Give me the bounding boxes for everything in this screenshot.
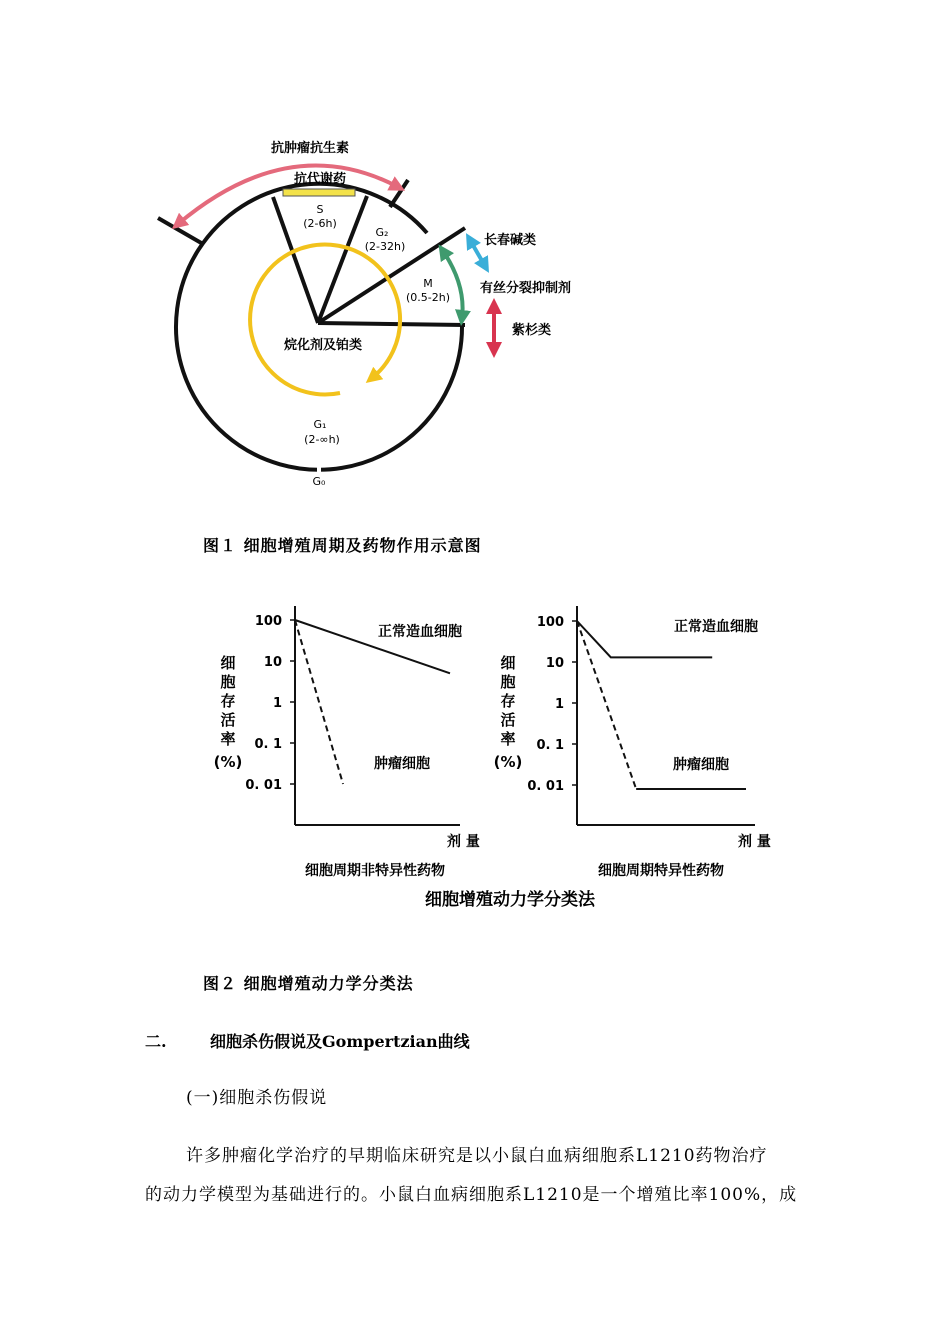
mitotic-inhibitors-label: 有丝分裂抑制剂 (480, 281, 572, 296)
y-tick-label: 10 (545, 656, 564, 671)
ylabel-unit: (%) (213, 753, 243, 771)
series-label-normal-left: 正常造血细胞 (378, 624, 462, 640)
divider-s-g2 (318, 196, 367, 323)
proliferation-kinetics-charts (0, 590, 950, 920)
paragraph-line-2: 的动力学模型为基础进行的。小鼠白血病细胞系L1210是一个增殖比率100%，成 (145, 1185, 798, 1205)
ylabel-char: 存 (500, 692, 516, 710)
series-label-normal-right: 正常造血细胞 (674, 619, 758, 635)
chart-specific (494, 606, 771, 879)
section-title: 细胞杀伤假说及Gompertzian曲线 (210, 1032, 470, 1051)
y-tick-label: 100 (254, 614, 282, 629)
alkylating-label: 烷化剂及铂类 (283, 338, 363, 353)
m-duration-label: (0.5-2h) (405, 291, 451, 304)
ylabel-char: 胞 (500, 673, 516, 691)
cell-cycle-diagram (0, 0, 950, 520)
section-number: 二. (145, 1032, 167, 1051)
series-line (577, 621, 636, 789)
y-ticks-right (527, 615, 577, 794)
y-tick-label: 100 (536, 615, 564, 630)
title-left: 细胞周期非特异性药物 (305, 863, 445, 879)
chart-nonspecific (214, 606, 480, 879)
y-tick-label: 0. 01 (527, 779, 564, 794)
figure1-caption: 图１ 细胞增殖周期及药物作用示意图 (203, 536, 482, 555)
ylabel-right (494, 654, 523, 771)
g2-phase-label: G₂ (375, 226, 389, 239)
y-tick-label: 1 (272, 696, 282, 711)
m-phase-label: M (423, 277, 433, 290)
ylabel-char: 活 (220, 711, 236, 729)
ylabel-char: 胞 (220, 673, 236, 691)
ylabel-unit: (%) (493, 753, 523, 771)
g1-phase-label: G₁ (313, 418, 327, 431)
ylabel-left (214, 654, 243, 771)
mitotic-inhibitor-arrow (443, 251, 463, 318)
vinca-label: 长春碱类 (484, 233, 537, 248)
xlabel-right: 剂 量 (738, 834, 771, 850)
ylabel-char: 细 (220, 654, 236, 672)
taxanes-label: 紫杉类 (512, 323, 552, 338)
s-duration-label: (2-6h) (303, 217, 337, 230)
title-right: 细胞周期特异性药物 (598, 863, 724, 879)
series-line (295, 620, 343, 784)
figure2-title: 细胞增殖动力学分类法 (425, 890, 595, 910)
series-label-tumor-right: 肿瘤细胞 (673, 757, 729, 773)
ylabel-char: 存 (220, 692, 236, 710)
y-tick-label: 10 (263, 655, 282, 670)
antimetabolite-bar (283, 189, 355, 196)
antimetabolites-label: 抗代谢药 (293, 172, 347, 187)
y-tick-label: 0. 01 (245, 778, 282, 793)
ylabel-char: 率 (500, 730, 516, 748)
g0-phase-label: G₀ (312, 475, 326, 488)
paragraph-line-1: 许多肿瘤化学治疗的早期临床研究是以小鼠白血病细胞系L1210药物治疗 (186, 1146, 768, 1166)
vinca-arrow (470, 240, 485, 266)
ylabel-char: 细 (500, 654, 516, 672)
ylabel-char: 活 (500, 711, 516, 729)
y-ticks-left (245, 614, 295, 793)
series-label-tumor-left: 肿瘤细胞 (374, 756, 430, 772)
divider-m-g1 (318, 323, 465, 325)
y-tick-label: 0. 1 (536, 738, 564, 753)
antibiotics-label: 抗肿瘤抗生素 (270, 141, 350, 156)
figure2-caption: 图２ 细胞增殖动力学分类法 (203, 974, 414, 993)
s-phase-label: S (316, 203, 324, 216)
section-subtitle: (一)细胞杀伤假说 (186, 1088, 328, 1108)
g1-duration-label: (2-∞h) (304, 433, 340, 446)
y-tick-label: 1 (554, 697, 564, 712)
ylabel-char: 率 (220, 730, 236, 748)
g2-duration-label: (2-32h) (364, 240, 406, 253)
y-tick-label: 0. 1 (254, 737, 282, 752)
xlabel-left: 剂 量 (447, 834, 480, 850)
